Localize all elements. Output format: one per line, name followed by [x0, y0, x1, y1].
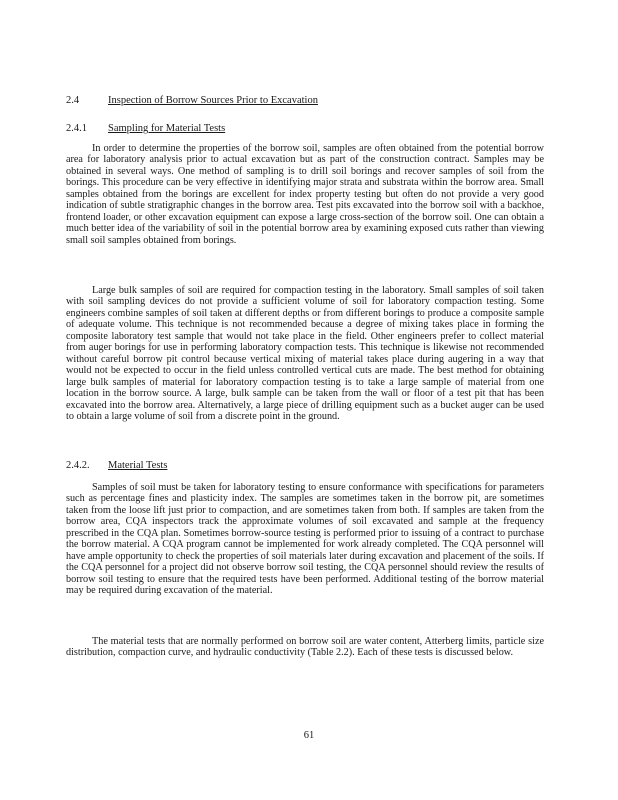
paragraph-bulk-samples: Large bulk samples of soil are required for compaction testing in the laboratory. Small samples of soil taken with soil sampling devices do not provide a sufficient volume of soil for laboratory compaction testing. Some engineers combine samples of soil taken at different depths or from different borings to produce a composite sample of adequate volume. This technique is not recommended because a degree of mixing takes place in forming the composite laboratory test sample that would not take place in the field. Other engineers prefer to collect material from auger borings for use in performing laboratory compaction tests. This technique is likewise not recommended without careful borrow pit control because vertical mixing of material takes place during augering in a way that would not be expected to occur in the field unless controlled vertical cuts are made. The best method for obtaining large bulk samples of material for laboratory compaction testing is to take a large sample of material from one location in the borrow source. A large, bulk sample can be taken from the wall or floor of a test pit that has been excavated into the borrow area. Alternatively, a large piece of drilling equipment such as a bucket auger can be used to obtain a large volume of soil from a discrete point in the ground. — [66, 285, 544, 422]
section-number: 2.4 — [66, 95, 80, 106]
subsection-number: 2.4.1 — [66, 123, 87, 134]
subsection-number: 2.4.2. — [66, 460, 90, 471]
subsection-title: Sampling for Material Tests — [108, 123, 226, 134]
page-number: 61 — [303, 730, 315, 741]
paragraph-sampling-methods: In order to determine the properties of the borrow soil, samples are often obtained from the potential borrow area for laboratory analysis prior to actual excavation but as part of the construction contract. Samples may be obtained in several ways. One method of sampling is to drill soil borings and recover samples of soil from the borings. This procedure can be very effective in identifying major strata and substrata within the borrow area. Small samples obtained from the borings are excellent for index property testing but often do not provide a very good indication of subtle stratigraphic changes in the borrow area. Test pits excavated into the borrow soil with a backhoe, frontend loader, or other excavation equipment can expose a large cross-section of the borrow soil. One can obtain a much better idea of the variability of soil in the potential borrow area by examining exposed cuts rather than viewing small soil samples obtained from borings. — [66, 143, 544, 246]
paragraph-tests-list: The material tests that are normally performed on borrow soil are water content, Atterberg limits, particle size distribution, compaction curve, and hydraulic conductivity (Table 2.2). Each of these tests is discussed below. — [66, 636, 544, 659]
section-title: Inspection of Borrow Sources Prior to Excavation — [108, 95, 318, 106]
paragraph-material-tests: Samples of soil must be taken for laboratory testing to ensure conformance with specifications for parameters such as percentage fines and plasticity index. The samples are sometimes taken in the borrow pit, are sometimes taken from the loose lift just prior to compaction, and are sometimes taken from both. If samples are taken from the borrow area, CQA inspectors track the approximate volumes of soil excavated and sample at the frequency prescribed in the CQA plan. Sometimes borrow-source testing is performed prior to issuing of a contract to purchase the borrow material. A CQA program cannot be implemented for work already completed. The CQA personnel will have ample opportunity to check the properties of soil materials later during excavation and placement of the soils. If the CQA personnel for a project did not observe borrow soil testing, the CQA personnel should review the results of borrow soil testing to ensure that the required tests have been performed. Additional testing of the borrow material may be required during excavation of the material. — [66, 482, 544, 597]
subsection-title: Material Tests — [108, 460, 168, 471]
subsection-heading-sampling — [66, 123, 225, 135]
subsection-heading-material-tests — [66, 460, 167, 472]
section-heading — [66, 95, 318, 107]
